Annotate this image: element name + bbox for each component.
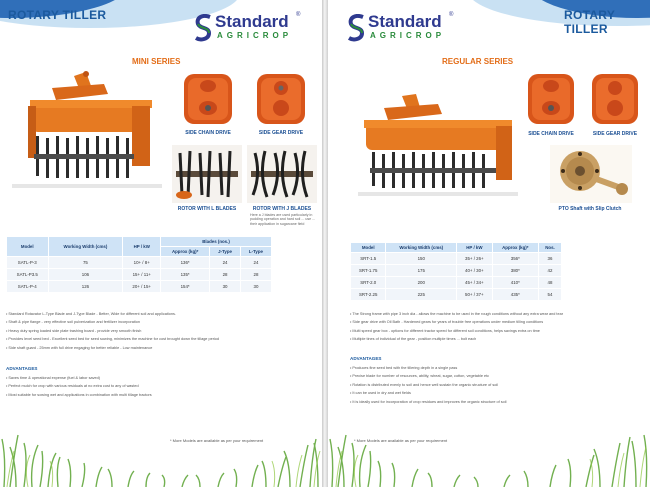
cell: 35+ / 26+ — [457, 253, 493, 265]
side-gear-drive-caption: SIDE GEAR DRIVE — [592, 131, 638, 137]
table-row — [351, 289, 562, 301]
table-row — [351, 253, 562, 265]
advantages-list — [350, 364, 646, 406]
col-approx: Approx (kg)* — [492, 243, 538, 253]
list-item: • Rotation is distributed evenly to soil and hence well sustain the organic structure of soil — [350, 382, 499, 387]
list-item: • Heavy duty spring loaded side plate trashing board - provide very smooth finish — [6, 328, 142, 333]
list-item: • Multiple tines of individual of the gear - position multiple times ... bolt each — [350, 337, 477, 342]
list-item: • Precise blade for number of resources, ability, wheat, sugar, cotton, vegetable etc — [350, 374, 490, 379]
cell: 135* — [161, 269, 210, 281]
table-row — [7, 257, 272, 269]
list-item: • Provides level seed bed - Excellent seed bed for seed sowing, minimizes the machine for cost brought down the tillage period — [6, 337, 220, 342]
col-nos: Nos. — [539, 243, 562, 253]
advantages-heading: ADVANTAGES — [350, 356, 382, 361]
list-item: • Standard Rotavator L-Type Blade and J-Type Blade - Better, Wide for different soil and applications. — [6, 312, 176, 316]
regular-tiller-image — [358, 92, 518, 200]
cell: 200 — [386, 277, 457, 289]
right-page — [328, 0, 650, 487]
cell: 20+ / 15+ — [123, 281, 161, 293]
side-gear-drive-image — [586, 68, 644, 128]
side-gear-drive-image — [249, 68, 313, 128]
grass-decoration — [328, 417, 650, 487]
list-item: • It is ideally used for incorporation of crop residues and improves the organic structure of soil — [350, 399, 507, 404]
cell: 150 — [386, 253, 457, 265]
cell: 48 — [539, 277, 562, 289]
list-item: • Saves time & operational expense (fuel & labor saved) — [6, 376, 100, 380]
cell: 126 — [48, 281, 123, 293]
cell: 30 — [240, 281, 271, 293]
col-j-type: J-Type — [210, 247, 241, 257]
cell: 36 — [539, 253, 562, 265]
list-item: • Side gear drive with Oil Bath - Hardened gears for years of trouble free operations under medium tilling conditions — [350, 320, 544, 325]
footnote: * More Models are available as per your requirement — [170, 438, 264, 443]
col-working-width: Working Width (cms) — [386, 243, 457, 253]
cell: SRT-2.0 — [351, 277, 386, 289]
registered-mark: ® — [449, 12, 454, 18]
feature-list — [350, 310, 646, 344]
rotor-l-blades-caption: ROTOR WITH L BLADES — [177, 206, 237, 212]
cell: 42 — [539, 265, 562, 277]
cell: 15+ / 11+ — [123, 269, 161, 281]
list-item: • Shaft & pipe flange - very effective soil pulverization and fertilizer incorporation — [6, 320, 141, 325]
side-chain-drive-caption: SIDE CHAIN DRIVE — [528, 131, 574, 137]
regular-spec-table — [350, 242, 562, 301]
cell: 356* — [492, 253, 538, 265]
logo-s-icon — [346, 14, 368, 44]
side-chain-drive-caption: SIDE CHAIN DRIVE — [185, 130, 231, 136]
cell: 136* — [161, 257, 210, 269]
cell: 154* — [161, 281, 210, 293]
cell: 175 — [386, 265, 457, 277]
brand-sub: AGRICROP — [217, 31, 293, 40]
registered-mark: ® — [296, 12, 301, 18]
feature-list — [6, 310, 318, 352]
cell: 45+ / 34+ — [457, 277, 493, 289]
cell: 225 — [386, 289, 457, 301]
col-approx: Approx (kg)* — [161, 247, 210, 257]
brand-sub: AGRICROP — [370, 31, 446, 40]
series-title: MINI SERIES — [132, 57, 181, 66]
cell: 54 — [539, 289, 562, 301]
series-title: REGULAR SERIES — [442, 57, 514, 66]
page-title: ROTARY TILLER — [8, 8, 107, 22]
cell: 410* — [492, 277, 538, 289]
mini-tiller-image — [12, 66, 162, 194]
brand-logo — [346, 12, 466, 46]
page-title: ROTARY TILLER — [564, 8, 615, 36]
cell: 24 — [210, 257, 241, 269]
side-chain-drive-image — [176, 68, 240, 128]
rotor-j-blades-image — [247, 145, 317, 203]
cell: SATL-P-3 — [7, 257, 49, 269]
advantages-list — [6, 374, 318, 399]
col-blades: Blades (nos.) — [161, 237, 272, 247]
brand-logo — [193, 12, 313, 46]
pto-shaft-image — [550, 145, 632, 203]
list-item: • Multi speed gear box - options for different tractor speed for different soil conditions, helps savings extra on time — [350, 328, 540, 333]
cell: SATL-P3.5 — [7, 269, 49, 281]
brand-name: Standard — [368, 12, 442, 31]
list-item: • Produces fine seed bed with the tillering depth in a single pass — [350, 366, 458, 370]
table-row — [351, 265, 562, 277]
col-model: Model — [7, 237, 49, 257]
list-item: • The Strong frame with pipe 3 inch dia - allows the machine to be used in the rough conditions without any extra wear and tear — [350, 312, 563, 316]
cell: 28 — [210, 269, 241, 281]
mini-spec-table — [6, 236, 272, 293]
cell: 40+ / 30+ — [457, 265, 493, 277]
side-chain-drive-image — [522, 68, 580, 128]
list-item: • Side shaft guard - 25mm with full drive engaging for better reliable - Low maintenance — [6, 345, 153, 350]
advantages-heading: ADVANTAGES — [6, 366, 38, 371]
cell: 50+ / 37+ — [457, 289, 493, 301]
logo-s-icon — [193, 14, 215, 44]
rotor-l-blades-image — [172, 145, 242, 203]
grass-decoration — [0, 417, 322, 487]
j-blades-note: Here a J blades are used particularly in pudding operation and hard soil ... use ... their application in sugarcane field — [250, 213, 316, 226]
cell: 24 — [240, 257, 271, 269]
col-hp: HP / kW — [457, 243, 493, 253]
cell: SRT-1.5 — [351, 253, 386, 265]
list-item: • It can be used in dry and wet fields — [350, 391, 411, 396]
brand-name: Standard — [215, 12, 289, 31]
col-l-type: L-Type — [240, 247, 271, 257]
cell: 75 — [48, 257, 123, 269]
left-page — [0, 0, 322, 487]
table-row — [351, 277, 562, 289]
list-item: • Perfect mulch for crop with various residuals at no extra cost to any of wasted — [6, 384, 139, 389]
table-row — [7, 269, 272, 281]
side-gear-drive-caption: SIDE GEAR DRIVE — [258, 130, 304, 136]
cell: SRT-2.25 — [351, 289, 386, 301]
cell: 10+ / 8+ — [123, 257, 161, 269]
col-model: Model — [351, 243, 386, 253]
pto-shaft-caption: PTO Shaft with Slip Clutch — [558, 206, 622, 212]
cell: SRT-1.75 — [351, 265, 386, 277]
table-row — [7, 281, 272, 293]
cell: 106 — [48, 269, 123, 281]
rotor-j-blades-caption: ROTOR WITH J BLADES — [252, 206, 312, 212]
cell: 380* — [492, 265, 538, 277]
cell: 28 — [240, 269, 271, 281]
col-hp: HP / kW — [123, 237, 161, 257]
cell: SATL-P-4 — [7, 281, 49, 293]
cell: 30 — [210, 281, 241, 293]
list-item: • Most suitable for sowing wet and applications in combination with multi tillage tractors — [6, 392, 152, 397]
cell: 435* — [492, 289, 538, 301]
col-working-width: Working Width (cms) — [48, 237, 123, 257]
footnote: * More Models are available as per your requirement — [354, 438, 448, 443]
